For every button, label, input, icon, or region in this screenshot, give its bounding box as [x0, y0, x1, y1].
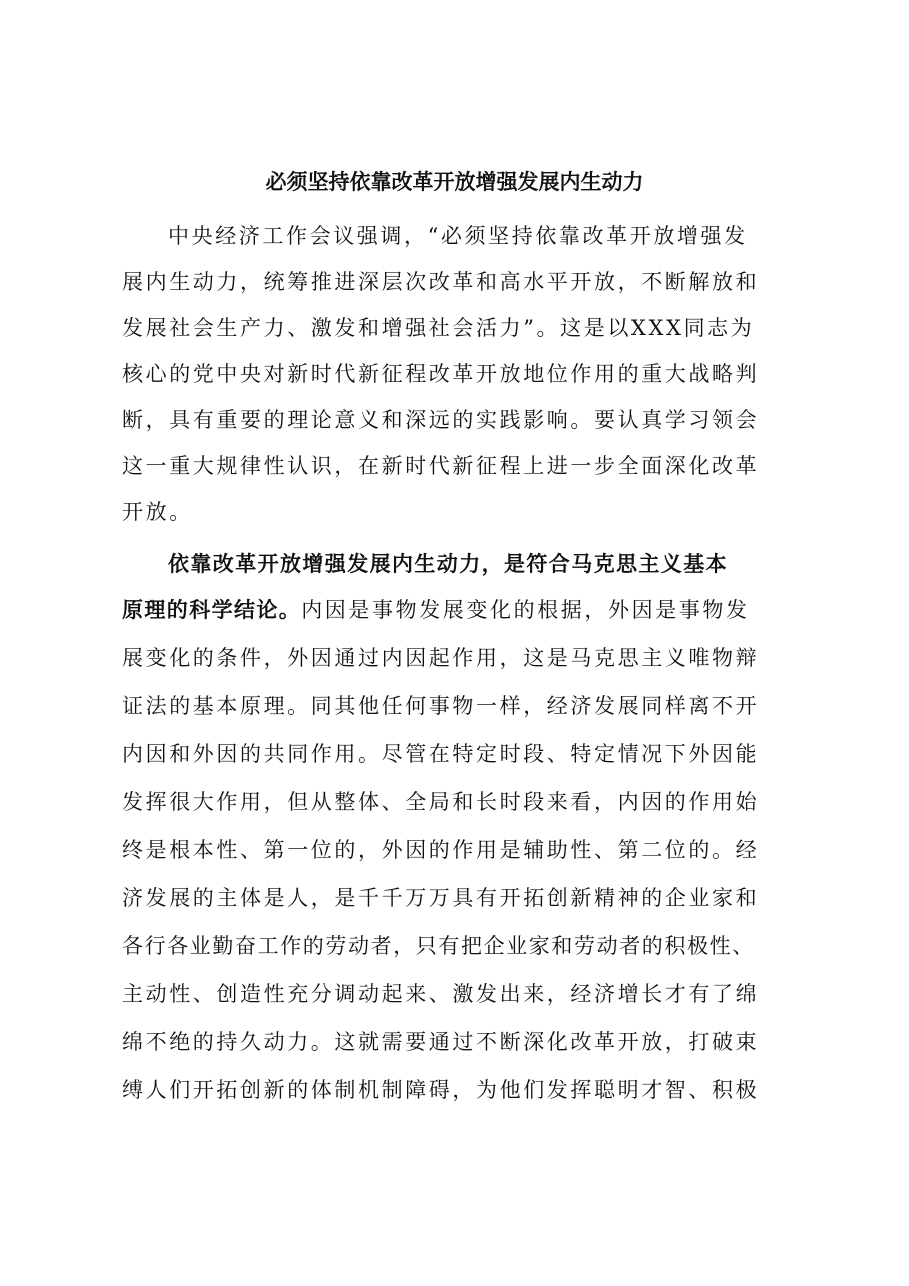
paragraph-2-line-5: 内因和外因的共同作用。尽管在特定时段、特定情况下外因能	[122, 742, 760, 766]
paragraph-2-line-10: 主动性、创造性充分调动起来、激发出来，经济增长才有了绵	[122, 982, 760, 1006]
paragraph-1-line-5: 断，具有重要的理论意义和深远的实践影响。要认真学习领会	[122, 408, 760, 432]
paragraph-2-line-6: 发挥很大作用，但从整体、全局和长时段来看，内因的作用始	[122, 790, 760, 814]
paragraph-1-line-4: 核心的党中央对新时代新征程改革开放地位作用的重大战略判	[122, 362, 760, 386]
paragraph-2-line-8: 济发展的主体是人，是千千万万具有开拓创新精神的企业家和	[122, 886, 760, 910]
paragraph-1-line-3: 发展社会生产力、激发和增强社会活力”。这是以XXX同志为	[122, 316, 755, 340]
paragraph-1-line-6: 这一重大规律性认识，在新时代新征程上进一步全面深化改革	[122, 454, 760, 478]
paragraph-2-line-12: 缚人们开拓创新的体制机制障碍，为他们发挥聪明才智、积极	[122, 1078, 760, 1102]
paragraph-2-line-3: 展变化的条件，外因通过内因起作用，这是马克思主义唯物辩	[122, 646, 760, 670]
paragraph-1-line-1: 中央经济工作会议强调，“必须坚持依靠改革开放增强发	[168, 224, 748, 248]
paragraph-2-line-2-rest: 内因是事物发展变化的根据，外因是事物发	[301, 598, 750, 622]
paragraph-2-line-11: 绵不绝的持久动力。这就需要通过不断深化改革开放，打破束	[122, 1030, 760, 1054]
paragraph-2-bold-line-2: 原理的科学结论。	[122, 597, 302, 622]
paragraph-1-line-7: 开放。	[122, 500, 193, 524]
paragraph-2-line-7: 终是根本性、第一位的，外因的作用是辅助性、第二位的。经	[122, 838, 760, 862]
document-title: 必须坚持依靠改革开放增强发展内生动力	[265, 169, 644, 194]
paragraph-2-line-9: 各行各业勤奋工作的劳动者，只有把企业家和劳动者的积极性、	[122, 934, 755, 958]
paragraph-1-line-2: 展内生动力，统筹推进深层次改革和高水平开放，不断解放和	[122, 270, 760, 294]
paragraph-2-line-4: 证法的基本原理。同其他任何事物一样，经济发展同样离不开	[122, 694, 760, 718]
paragraph-2-line-2	[122, 592, 802, 628]
paragraph-2-bold-line-1: 依靠改革开放增强发展内生动力，是符合马克思主义基本	[168, 551, 728, 576]
